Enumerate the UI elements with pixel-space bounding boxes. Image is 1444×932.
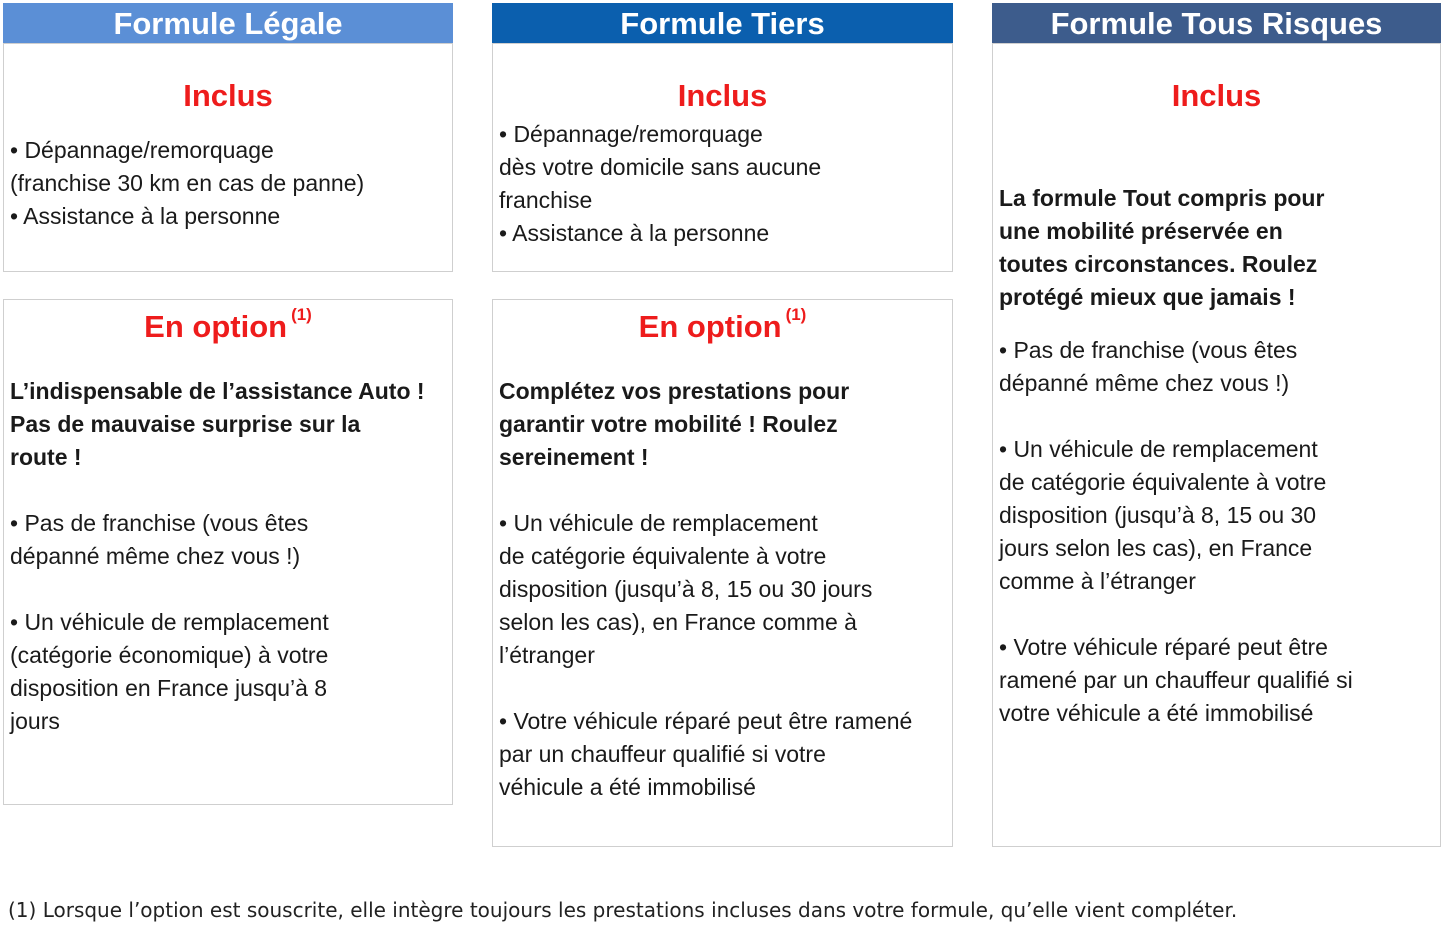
option-text: Complétez vos prestations pour garantir votre mobilité ! Roulez sereinement ! • Un véhicule de remplacement de catégorie équivalente à votre disposition (jusqu’à 8, 15 ou 30 jours selon les cas), en France comme à l’étranger • Votre véhicule réparé peut être ramené par un chauffeur qualifié si votre véhicule a été immobilisé [499,378,913,800]
footnote: (1) Lorsque l’option est souscrite, elle intègre toujours les prestations incluses dans votre formule, qu’elle vient compléter. [8,898,1238,922]
footnote-ref: (1) [785,305,807,324]
header-formule-tiers: Formule Tiers [492,3,953,43]
box-tous-risques [992,43,1441,847]
heading-inclus: Inclus [677,78,768,113]
footnote-ref: (1) [291,305,312,324]
option-text: L’indispensable de l’assistance Auto ! Pas de mauvaise surprise sur la route ! • Pas de franchise (vous êtes dépanné même chez vous !) • Un véhicule de remplacement (catégorie économique) à votre disposition en France jusqu’à 8 jours [10,378,425,734]
included-text: • Dépannage/remorquage dès votre domicile sans aucune franchise • Assistance à la personne [499,121,822,246]
tous-risques-text: La formule Tout compris pour une mobilité préservée en toutes circonstances. Roulez protégé mieux que jamais ! • Pas de franchise (vous êtes dépanné même chez vous !) • Un véhicule de remplacement de catégorie équivalente à votre disposition (jusqu’à 8, 15 ou 30 jours selon les cas), en France comme à l’étranger • Votre véhicule réparé peut être ramené par un chauffeur qualifié si votre véhicule a été immobilisé [999,185,1353,726]
included-text: • Dépannage/remorquage (franchise 30 km en cas de panne) • Assistance à la personne [10,137,365,229]
header-formule-tous-risques: Formule Tous Risques [992,3,1441,43]
box-tiers-option [492,299,953,847]
header-formule-legale: Formule Légale [3,3,453,43]
heading-inclus: Inclus [183,78,273,113]
heading-en-option: En option $^{(1)}$ [144,305,312,344]
heading-en-option: En option $^{(1)}$ [638,305,807,344]
box-legale-option [3,299,453,805]
box-tiers-included [492,43,953,272]
box-legale-included [3,43,453,272]
heading-inclus: Inclus [1171,78,1262,113]
